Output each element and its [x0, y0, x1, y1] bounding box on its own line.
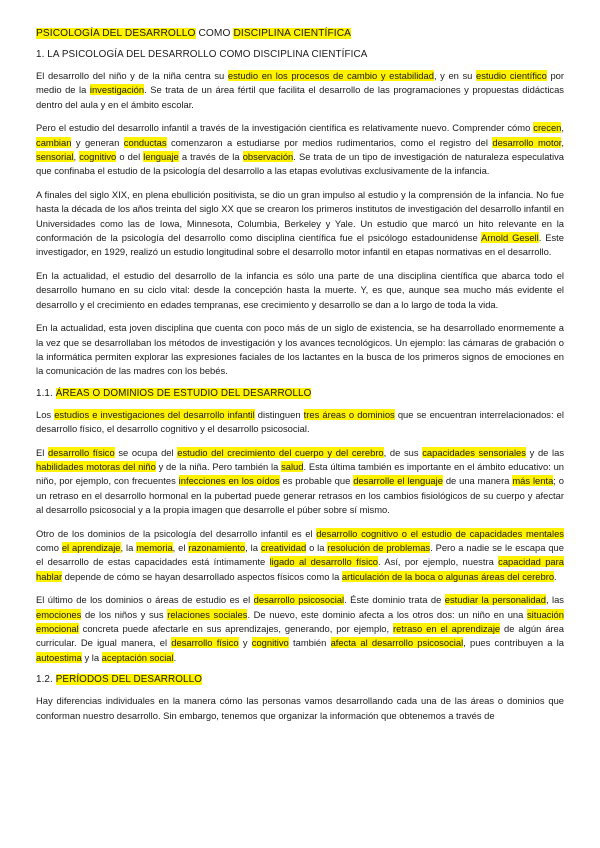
- text-run: y generan: [71, 136, 124, 148]
- text-run: distinguen: [254, 408, 304, 420]
- highlighted-text: resolución de problemas: [327, 541, 431, 553]
- highlighted-text: habilidades motoras del niño: [36, 460, 156, 472]
- paragraph: [36, 527, 564, 585]
- highlighted-text: memoria: [136, 541, 173, 553]
- section-heading: [36, 388, 564, 399]
- text-run: o la: [306, 541, 328, 553]
- text-run: por medio de la: [36, 70, 564, 96]
- highlighted-text: más lenta: [512, 475, 554, 487]
- highlighted-text: articulación de la boca o algunas áreas del cerebro: [341, 570, 555, 582]
- highlighted-text: afecta al desarrollo psicosocial: [330, 637, 464, 649]
- text-run: .: [554, 570, 557, 582]
- highlighted-text: capacidades sensoriales: [422, 446, 526, 458]
- highlighted-text: sensorial: [36, 151, 74, 163]
- section-heading: [36, 49, 564, 60]
- text-run: y la: [81, 651, 102, 663]
- paragraph: [36, 69, 564, 112]
- highlighted-text: infecciones en los oídos: [178, 475, 280, 487]
- highlighted-text: salud: [281, 460, 304, 472]
- highlighted-text: creatividad: [260, 541, 307, 553]
- paragraph: [36, 269, 564, 312]
- text-run: y de las: [525, 446, 565, 458]
- highlighted-text: conductas: [123, 136, 167, 148]
- highlighted-text: estudiar la personalidad: [444, 594, 546, 606]
- highlighted-text: emociones: [36, 608, 82, 620]
- document-title: [36, 28, 564, 39]
- highlighted-text: lenguaje: [143, 151, 179, 163]
- highlighted-text: investigación: [89, 84, 145, 96]
- text-run: , las: [545, 594, 564, 606]
- highlighted-text: situación emocional: [36, 608, 564, 634]
- highlighted-text: desarrolle el lenguaje: [353, 475, 443, 487]
- text-run: 1.2.: [36, 674, 56, 686]
- text-run: a través de la: [178, 151, 243, 163]
- highlighted-text: capacidad para hablar: [36, 556, 564, 582]
- highlighted-text: retraso en el aprendizaje: [393, 623, 501, 634]
- text-run: COMO: [195, 28, 234, 39]
- text-run: . Este investigador, en 1929, realizó un estudio longitudinal sobre el desarrollo motor infantil en etapas normativas en el desarrollo.: [36, 232, 564, 258]
- text-run: . Éste dominio trata de: [344, 594, 445, 606]
- text-run: , pues contribuyen a la: [463, 637, 565, 649]
- highlighted-text: estudio en los procesos de cambio y estabilidad: [227, 70, 434, 81]
- text-run: , de sus: [383, 446, 423, 458]
- text-run: Los: [36, 408, 55, 420]
- highlighted-text: PERÍODOS DEL DESARROLLO: [55, 674, 202, 686]
- text-run: Pero el estudio del desarrollo infantil a través de la investigación científica es relativamente nuevo. Comprender cómo: [36, 122, 534, 134]
- highlighted-text: ÁREAS O DOMINIOS DE ESTUDIO DEL DESARROLLO: [55, 387, 312, 399]
- highlighted-text: el aprendizaje: [61, 541, 121, 553]
- paragraph: [36, 188, 564, 260]
- text-run: , la: [120, 541, 137, 553]
- highlighted-text: razonamiento: [188, 541, 246, 553]
- text-run: depende de cómo se hayan desarrollado aspectos físicos como la: [62, 570, 342, 582]
- text-run: o del: [116, 151, 144, 163]
- paragraph: [36, 408, 564, 437]
- highlighted-text: cambian: [36, 136, 72, 148]
- highlighted-text: autoestima: [36, 651, 82, 663]
- text-run: ; o un retraso en el desarrollo hormonal en la pubertad puede generar retrasos en los cambios fisiológicos de su cuerpo y afectar al desarrollo psicosocial y a la propia imagen que desarrolle el púber sobre sí mismo.: [36, 475, 565, 516]
- text-run: concreta puede afectarle en sus aprendizajes, generando, por ejemplo,: [78, 623, 394, 634]
- highlighted-text: estudio científico: [476, 70, 547, 81]
- text-run: ,: [73, 151, 80, 163]
- text-run: . Se trata de un área fértil que facilita el desarrollo de las programaciones y propuestas didácticas dentro del aula y en el ámbito escolar.: [36, 84, 564, 110]
- text-run: . Así, por ejemplo, nuestra: [377, 556, 499, 568]
- highlighted-text: desarrollo físico: [48, 446, 115, 458]
- text-run: , y en su: [433, 70, 476, 81]
- highlighted-text: ligado al desarrollo físico: [269, 556, 378, 568]
- highlighted-text: relaciones sociales: [167, 608, 248, 620]
- text-run: El último de los dominios o áreas de estudio es el: [36, 594, 254, 606]
- text-run: 1. LA PSICOLOGÍA DEL DESARROLLO COMO DISCIPLINA CIENTÍFICA: [36, 49, 368, 60]
- text-run: El desarrollo del niño y de la niña centra su: [36, 70, 228, 81]
- highlighted-text: observación: [242, 151, 294, 163]
- paragraph: [36, 121, 564, 179]
- text-run: y de la niña. Pero también la: [155, 460, 282, 472]
- paragraph: [36, 593, 564, 665]
- highlighted-text: DISCIPLINA CIENTÍFICA: [233, 28, 352, 39]
- text-run: El: [36, 446, 48, 458]
- text-run: , el: [172, 541, 189, 553]
- highlighted-text: desarrollo psicosocial: [253, 594, 345, 606]
- text-run: que se encuentran interrelacionados: el desarrollo físico, el desarrollo cognitivo y el desarrollo psicosocial.: [36, 408, 564, 435]
- text-run: . Se trata de un tipo de investigación de naturaleza especulativa que confinaba el estudio de la psicología del desarrollo a las etapas evolutivas exclusivamente de la infancia.: [36, 151, 564, 177]
- text-run: como: [36, 541, 62, 553]
- highlighted-text: estudio del crecimiento del cuerpo y del cerebro: [177, 446, 384, 458]
- highlighted-text: cognitivo: [251, 637, 289, 649]
- highlighted-text: cognitivo: [79, 151, 117, 163]
- paragraph: [36, 321, 564, 379]
- highlighted-text: PSICOLOGÍA DEL DESARROLLO: [36, 28, 196, 39]
- highlighted-text: desarrollo físico: [171, 637, 239, 649]
- text-run: de los niños y sus: [81, 608, 168, 620]
- text-run: .: [173, 651, 177, 663]
- highlighted-text: tres áreas o dominios: [303, 408, 395, 420]
- text-run: es probable que: [279, 475, 354, 487]
- text-run: Otro de los dominios de la psicología del desarrollo infantil es el: [36, 527, 317, 539]
- highlighted-text: aceptación social: [101, 651, 174, 663]
- text-run: también: [288, 637, 331, 649]
- text-run: . Pero a nadie se le escapa que el desarrollo de estas capacidades está íntimamente: [36, 541, 564, 568]
- highlighted-text: estudios e investigaciones del desarrollo infantil: [54, 408, 255, 420]
- text-run: 1.1.: [36, 387, 56, 399]
- text-run: En la actualidad, esta joven disciplina que cuenta con poco más de un siglo de existencia, se ha desarrollado enormemente a la vez que se desarrollaban los métodos de investigación y los avances tecnológicos. Un ejemplo: las cámaras de grabación o la informática permiten explorar las expresiones faciales de los lactantes en la busca de los primeros signos de emociones en la comunicación de las madres con los bebés.: [36, 322, 564, 377]
- paragraph: [36, 694, 564, 723]
- text-run: de algún área curricular. De igual manera, el: [36, 623, 564, 649]
- section-heading: [36, 674, 564, 685]
- paragraph: [36, 446, 564, 518]
- text-run: . De nuevo, este dominio afecta a los otros dos: un niño en una: [247, 608, 527, 620]
- highlighted-text: crecen: [533, 122, 562, 134]
- text-run: Hay diferencias individuales en la manera cómo las personas vamos desarrollando cada una de las áreas o dominios que conforman nuestro desarrollo. Sin embargo, tenemos que organizar la información que obtenemos a través de: [36, 695, 564, 721]
- highlighted-text: desarrollo motor: [492, 136, 562, 148]
- text-run: ,: [561, 136, 564, 148]
- text-run: En la actualidad, el estudio del desarrollo de la infancia es sólo una parte de una disciplina científica que abarca todo el desarrollo humano en su ciclo vital: desde la concepción hasta la muerte. Y, es que, aunque sea mucho más evidente el desarrollo y el crecimiento en edades tempranas, ese crecimiento y desarrollo se dan a lo largo de toda la vida.: [36, 269, 564, 310]
- text-run: ,: [561, 122, 564, 134]
- text-run: se ocupa del: [114, 446, 178, 458]
- text-run: A finales del siglo XIX, en plena ebullición positivista, se dio un gran impulso al estudio y la comprensión de la infancia. No fue hasta la década de los años treinta del siglo XX que se crearon los primeros institutos de investigación del desarrollo infantil en Universidades como las de Iowa, Minnesota, Columbia, Berkeley y Yale. Un estudio que marcó un hito relevante en la conformación de la psicología del desarrollo como disciplina científica fue el psicólogo estadounidense: [36, 188, 564, 244]
- text-run: , la: [245, 541, 261, 553]
- text-run: y: [238, 637, 252, 649]
- text-run: . Esta última también es importante en el ámbito educativo: un niño, por ejemplo, con frecuentes: [36, 460, 564, 487]
- highlighted-text: desarrollo cognitivo o el estudio de capacidades mentales: [316, 527, 564, 539]
- text-run: comenzaron a estudiarse por medios rudimentarios, como el registro del: [166, 136, 493, 148]
- highlighted-text: Arnold Gesell: [481, 232, 539, 244]
- text-run: de una manera: [442, 475, 513, 487]
